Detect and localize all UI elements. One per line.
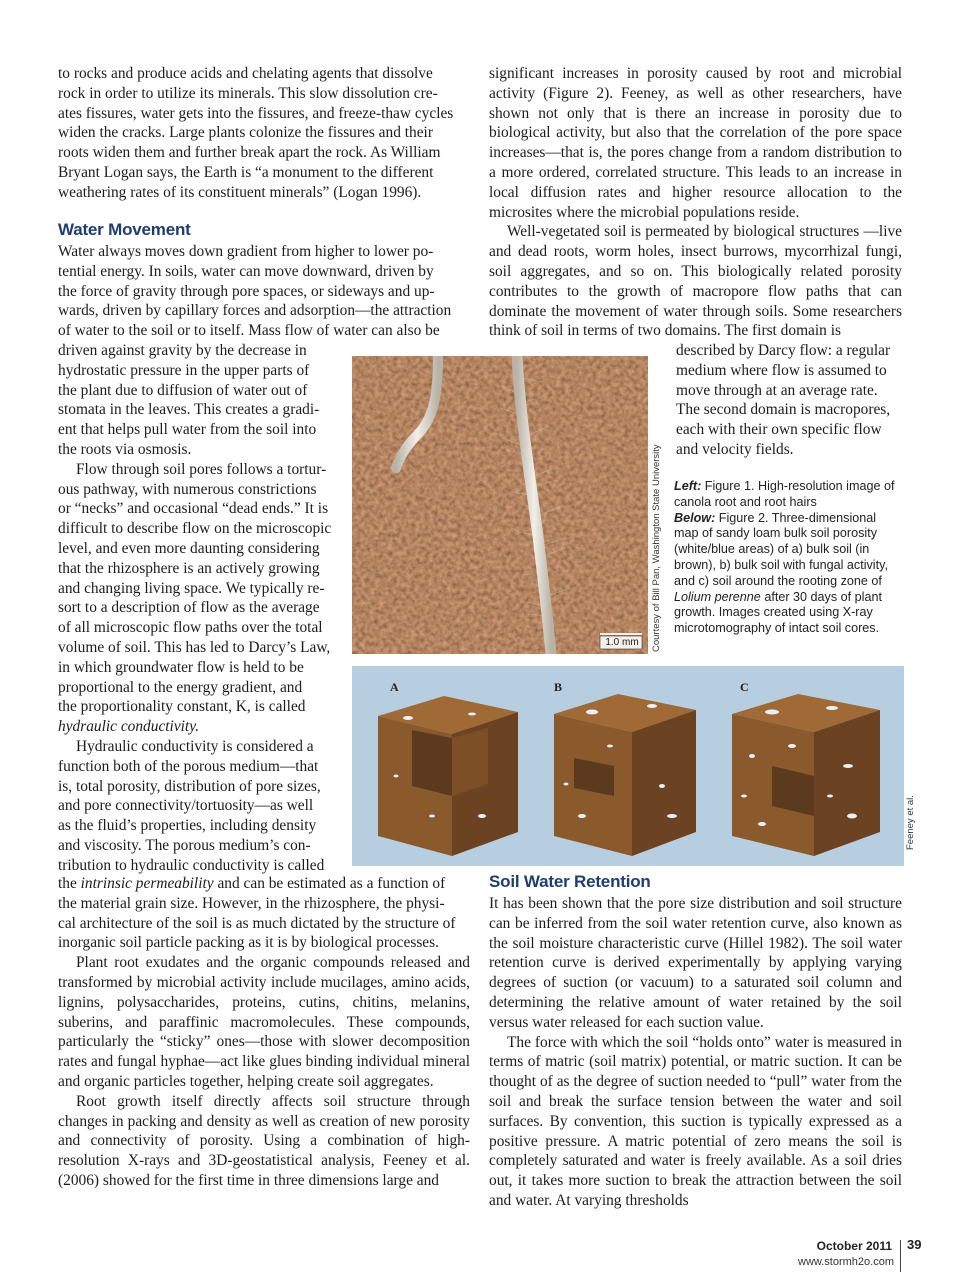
text-line: Hydraulic conductivity is considered a: [76, 737, 314, 755]
text-line: as the fluid’s properties, including density: [58, 817, 317, 835]
text-line: inorganic soil particle packing as it is by biological processes.: [58, 934, 439, 952]
text-line: driven against gravity by the decrease in: [58, 342, 307, 359]
paragraph-retention: It has been shown that the pore size distribution and soil structure can be inferred from the soil water retention curve, also known as the soil moisture characteristic curve (Hillel 1982). The soil water retention curve is derived experimentally by applying varying degrees of suction (or vacuum) to a saturated soil column and determining the relative amount of water retained by the soil versus water released for each suction value.: [489, 895, 902, 1031]
text-line: stomata in the leaves. This creates a gradi-: [58, 401, 320, 419]
water-movement-wide: [58, 242, 470, 341]
text-line: and pore connectivity/tortuosity—as well: [58, 797, 314, 815]
text-line: of all microscopic flow paths over the total: [58, 619, 323, 637]
figure2-credit: Feeney et al.: [905, 795, 916, 850]
text-line: hydraulic conductivity.: [58, 718, 200, 736]
text-line: wards, driven by capillary forces and adsorption—the attraction: [58, 302, 452, 320]
text-line: cal architecture of the soil is as much dictated by the structure of: [58, 914, 456, 932]
text-line: volume of soil. This has led to Darcy’s Law,: [58, 638, 331, 656]
footer: [760, 1238, 930, 1278]
text-line: Flow through soil pores follows a tortur-: [76, 460, 327, 478]
italic-term: intrinsic permeability: [80, 875, 214, 892]
right-narrow-text: [676, 341, 902, 460]
footer-url: www.stormh2o.com: [798, 1256, 894, 1268]
text-line: weathering rates of its constituent minerals” (Logan 1996).: [58, 183, 422, 201]
paragraph-porosity: significant increases in porosity caused by root and microbial activity (Figure 2). Feeney, as well as other researchers, have shown not only that is there an increase in porosity due to biological activity, but also that the correlation of the pore space increases—that is, the pores change from a random distribution to a more ordered, correlated structure. This leads to an increase in local diffusion rates and higher resource allocation to the microsites where the microbial populations reside.: [489, 65, 902, 221]
text-line: in which groundwater flow is held to be: [58, 658, 304, 676]
text-line: move through at an average rate.: [676, 381, 878, 399]
caption-left: [674, 479, 904, 511]
footer-date: October 2011: [816, 1239, 892, 1253]
water-movement-heading: Water Movement: [58, 220, 191, 239]
left-intro: [58, 64, 470, 203]
text-line: to rocks and produce acids and chelating agents that dissolve: [58, 65, 433, 82]
paragraph-root-growth: Root growth itself directly affects soil structure through changes in packing and density as well as creation of new porosity and connectivity of porosity. Using a combination of high-resolution X-rays and 3D-geostatistical analysis, Feeney et al. (2006) showed for the first time in three dimensions large and: [58, 1092, 470, 1189]
caption-below-label: Below:: [674, 510, 716, 525]
figure2: [352, 666, 904, 866]
cube-c: [732, 694, 880, 856]
text-line: the proportionality constant, K, is called: [58, 698, 306, 716]
panel-label-b: B: [554, 680, 563, 694]
paragraph-vegetated: Well-vegetated soil is permeated by biological structures —live and dead roots, worm holes, insect burrows, mycorrhizal fungi, soil aggregates, and so on. This biologically related porosity contributes to the growth of macropore flow paths that can dominate the movement of water through soils. Some researchers think of soil in terms of two domains. The first domain is: [489, 223, 902, 340]
paragraph-matric-force: The force with which the soil “holds onto” water is measured in terms of matric (soil matrix) potential, or matric suction. It can be thought of as the degree of suction needed to “pull” water from the soil and break the surface tension between the water and soil surfaces. By convention, this suction is typically expressed as a positive pressure. A matric potential of zero means the soil is completely saturated and water is freely available. As a soil dries out, it takes more suction to break the attraction between the soil and water. At varying thresholds: [489, 1033, 902, 1209]
scale-label: 1.0 mm: [605, 637, 639, 648]
text-line: medium where flow is assumed to: [676, 361, 887, 379]
text-line: ous pathway, with numerous constrictions: [58, 480, 317, 498]
text-line: proportional to the energy gradient, and: [58, 678, 303, 696]
text-line: tribution to hydraulic conductivity is called: [58, 856, 325, 874]
figure-caption: [674, 479, 904, 637]
cube-b: [554, 694, 696, 856]
text-line: and changing living space. We typically re-: [58, 579, 325, 597]
text-line: of water to the soil or to itself. Mass flow of water can also be: [58, 322, 440, 340]
figure1-soil-image: [352, 356, 648, 654]
text-line: Water always moves down gradient from higher to lower po-: [58, 243, 434, 260]
text-line: or “necks” and occasional “dead ends.” It is: [58, 500, 329, 518]
text-line: the material grain size. However, in the rhizosphere, the physi-: [58, 894, 445, 912]
text-line: hydrostatic pressure in the upper parts of: [58, 361, 310, 379]
right-bottom-text: [489, 894, 902, 1211]
caption-left-text: Figure 1. High-resolution image of canola root and root hairs: [674, 479, 895, 509]
text-line: described by Darcy flow: a regular: [676, 342, 891, 359]
text-line: sort to a description of flow as the average: [58, 599, 320, 617]
text-line: and viscosity. The porous medium’s con-: [58, 836, 311, 854]
right-top-text: [489, 64, 902, 341]
text-line: function both of the porous medium—that: [58, 757, 319, 775]
figure2-cubes: [352, 666, 904, 866]
footer-divider: [900, 1240, 901, 1272]
text-line: roots widen them and further break apart the rock. As William: [58, 144, 441, 162]
panel-label-a: A: [390, 680, 399, 694]
text-line: Bryant Logan says, the Earth is “a monument to the different: [58, 163, 434, 181]
text-line: tential energy. In soils, water can move downward, driven by: [58, 262, 434, 280]
soil-water-retention-heading: Soil Water Retention: [489, 872, 651, 891]
text-line: widen the cracks. Large plants colonize the fissures and their: [58, 124, 433, 142]
text-line: each with their own specific flow: [676, 421, 882, 439]
cube-a: [378, 696, 518, 856]
text-line: ates fissures, water gets into the fissures, and freeze-thaw cycles: [58, 104, 454, 122]
text-line: is, total porosity, distribution of pore sizes,: [58, 777, 321, 795]
footer-page-number: 39: [907, 1237, 922, 1252]
text-line: that the rhizosphere is an actively growing: [58, 559, 320, 577]
text-line: level, and even more daunting considering: [58, 539, 320, 557]
text-line: the intrinsic permeability and can be estimated as a function of: [58, 875, 446, 892]
figure1-photo: [352, 356, 648, 654]
text-line: ent that helps pull water from the soil into: [58, 421, 317, 439]
text-line: the plant due to diffusion of water out of: [58, 381, 308, 399]
caption-below-text-b: after 30 days of plant growth. Images created using X-ray microtomography of intact soil cores.: [674, 589, 882, 636]
text-line: the roots via osmosis.: [58, 440, 192, 458]
left-narrow-text: [58, 341, 337, 876]
paragraph-exudates: Plant root exudates and the organic compounds released and transformed by microbial activity include mucilages, amino acids, lignins, polysaccharides, proteins, cutins, chitins, melanins, suberins, and paraffinic macromolecules. These compounds, particularly the “sticky” ones—those with slower decomposition rates and fungal hyphae—act like glues binding individual mineral and organic particles together, helping create soil aggregates.: [58, 954, 470, 1090]
caption-below-text-a: Figure 2. Three-dimensional map of sandy loam bulk soil porosity (white/blue areas) of a) bulk soil (in brown), b) bulk soil with fungal activity, and c) soil around the rooting zone of: [674, 510, 888, 588]
text-line: the force of gravity through pore spaces, or sideways and up-: [58, 282, 435, 300]
caption-left-label: Left:: [674, 479, 702, 493]
caption-species: Lolium perenne: [674, 589, 761, 604]
figure1-credit: Courtesy of Bill Pan, Washington State University: [651, 444, 662, 652]
text-line: and velocity fields.: [676, 440, 794, 458]
left-wide-text-2: [58, 874, 470, 1191]
text-line: rock in order to utilize its minerals. This slow dissolution cre-: [58, 84, 438, 102]
text-line: The second domain is macropores,: [676, 401, 891, 419]
text-line: difficult to describe flow on the microscopic: [58, 520, 332, 538]
caption-below: [674, 511, 904, 637]
panel-label-c: C: [740, 680, 749, 694]
